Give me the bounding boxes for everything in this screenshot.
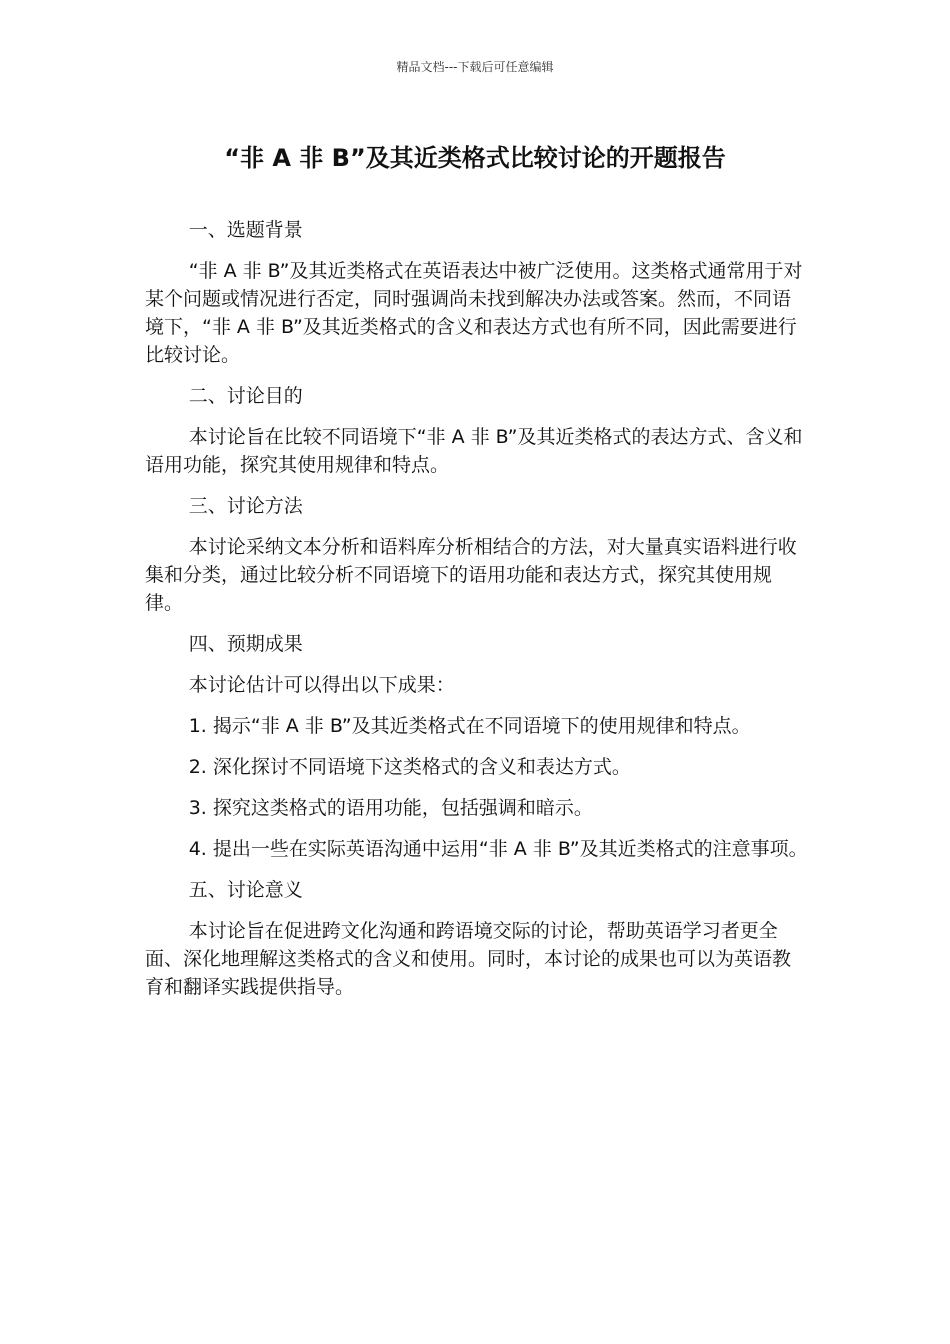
header-note: 精品文档---下载后可任意编辑: [396, 60, 554, 74]
section-heading-expected-results: 四、预期成果: [188, 633, 303, 655]
section-body-method: 本讨论采纳文本分析和语料库分析相结合的方法，对大量真实语料进行收集和分类，通过比较分析不同语境下的语用功能和表达方式，探究其使用规律。: [145, 536, 797, 614]
section-heading-background: 一、选题背景: [188, 219, 303, 241]
section-body-significance: 本讨论旨在促进跨文化沟通和跨语境交际的讨论，帮助英语学习者更全面、深化地理解这类格式的含义和使用。同时，本讨论的成果也可以为英语教育和翻译实践提供指导。: [145, 920, 792, 998]
list-item: 4. 提出一些在实际英语沟通中运用“非 A 非 B”及其近类格式的注意事项。: [188, 838, 808, 860]
section-body-purpose: 本讨论旨在比较不同语境下“非 A 非 B”及其近类格式的表达方式、含义和语用功能，探究其使用规律和特点。: [145, 426, 803, 476]
page-title: “非 A 非 B”及其近类格式比较讨论的开题报告: [224, 144, 726, 172]
section-body-background: “非 A 非 B”及其近类格式在英语表达中被广泛使用。这类格式通常用于对某个问题或情况进行否定，同时强调尚未找到解决办法或答案。然而，不同语境下，“非 A 非 B”及其近类格式的含义和表达方式也有所不同，因此需要进行比较讨论。: [145, 260, 803, 366]
section-heading-method: 三、讨论方法: [188, 495, 303, 517]
list-item: 1. 揭示“非 A 非 B”及其近类格式在不同语境下的使用规律和特点。: [188, 715, 751, 737]
section-heading-significance: 五、讨论意义: [188, 879, 303, 901]
section-heading-purpose: 二、讨论目的: [188, 385, 303, 407]
list-item: 2. 深化探讨不同语境下这类格式的含义和表达方式。: [188, 756, 631, 778]
document-body: [145, 216, 809, 1014]
list-item: 3. 探究这类格式的语用功能，包括强调和暗示。: [188, 797, 593, 819]
section-intro-expected-results: 本讨论估计可以得出以下成果：: [188, 674, 455, 696]
